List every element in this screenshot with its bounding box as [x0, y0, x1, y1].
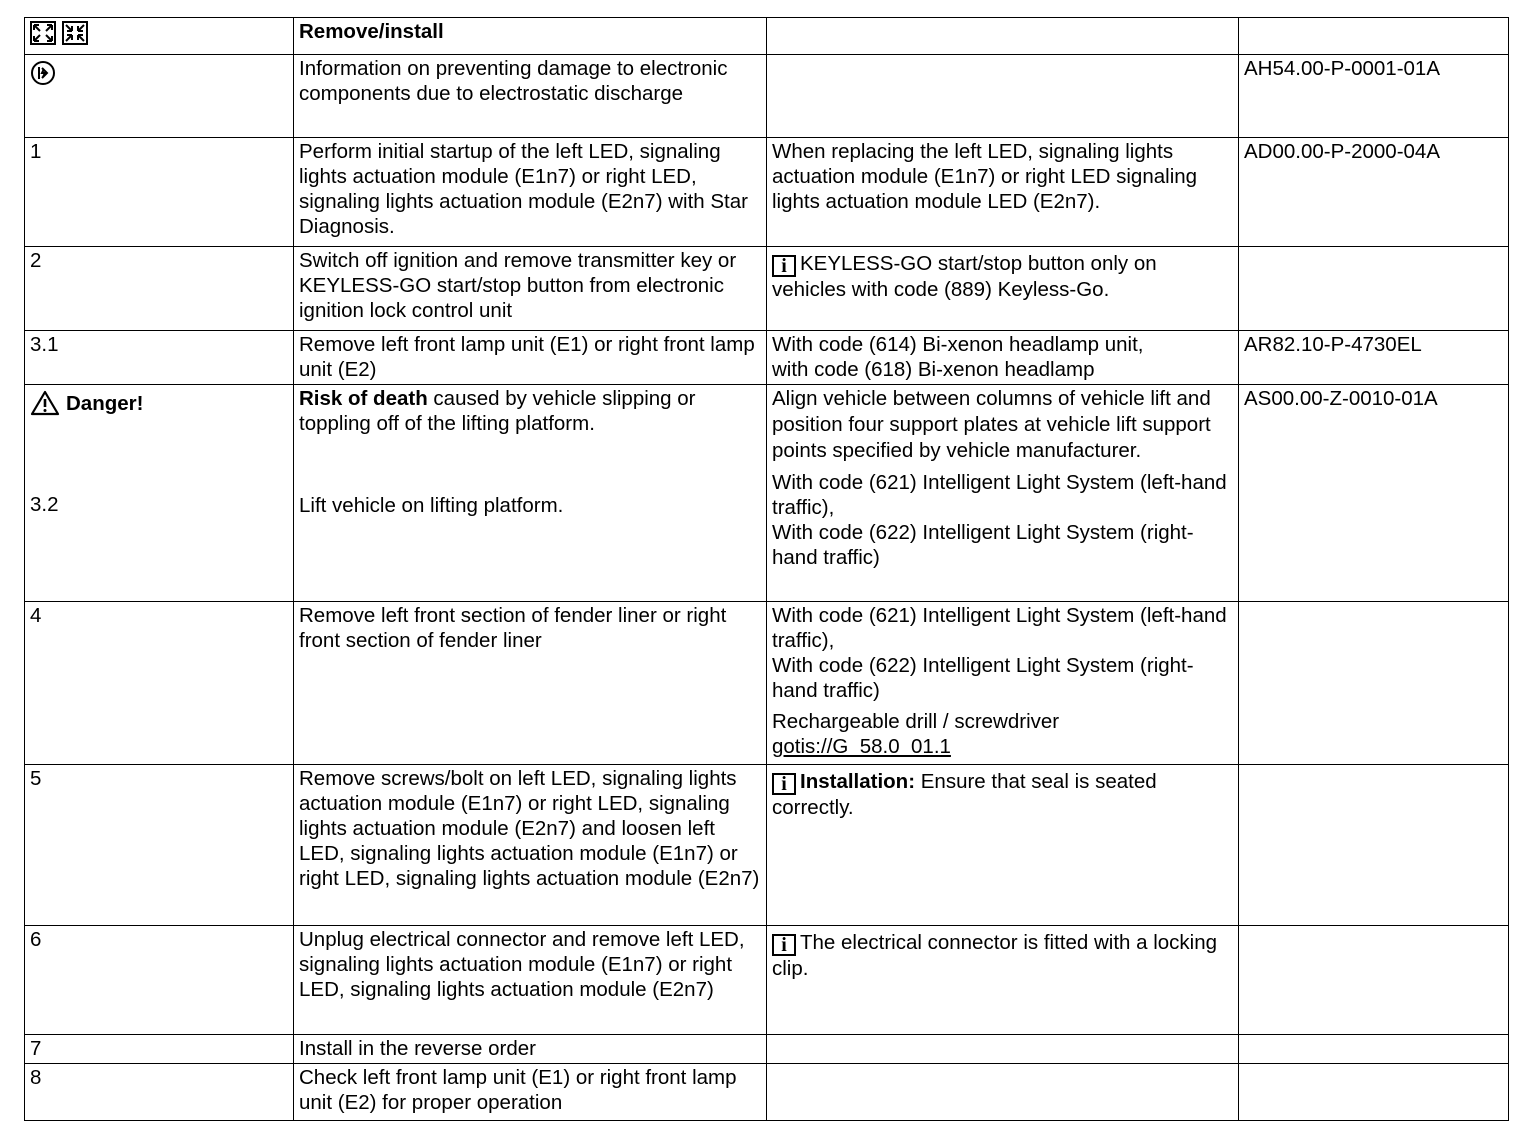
remove-install-expand-icon	[30, 21, 56, 45]
reference-empty	[1239, 926, 1509, 1035]
step-cell	[25, 385, 294, 602]
notes-text: The electrical connector is fitted with a locking clip.	[772, 931, 1218, 980]
reference-empty	[1239, 1035, 1509, 1064]
warning-triangle-icon	[30, 390, 60, 416]
notes-cell	[767, 247, 1239, 331]
action-cell: Perform initial startup of the left LED, signaling lights actuation module (E1n7) or right LED, signaling lights actuation module (E2n7) with Star Diagnosis.	[294, 138, 767, 247]
table-row	[25, 602, 1509, 765]
table-row	[25, 1064, 1509, 1121]
reference-link[interactable]: AS00.00-Z-0010-01A	[1239, 385, 1509, 602]
notes-cell	[767, 1064, 1239, 1121]
header-empty-notes	[767, 18, 1239, 55]
reference-link[interactable]: AH54.00-P-0001-01A	[1239, 55, 1509, 138]
header-icons-cell	[25, 18, 294, 55]
notes-cell	[767, 385, 1239, 602]
action-cell: Remove left front section of fender liner or right front section of fender liner	[294, 602, 767, 765]
action-cell: Remove left front lamp unit (E1) or right front lamp unit (E2)	[294, 331, 767, 385]
action-cell: Install in the reverse order	[294, 1035, 767, 1064]
step-cell: 6	[25, 926, 294, 1035]
step-cell: 2	[25, 247, 294, 331]
notes-line: with code (618) Bi-xenon headlamp	[772, 358, 1095, 381]
remove-install-collapse-icon	[62, 21, 88, 45]
step-cell	[25, 55, 294, 138]
header-row	[25, 18, 1509, 55]
table-row	[25, 385, 1509, 602]
header-empty-ref	[1239, 18, 1509, 55]
reference-link[interactable]: AR82.10-P-4730EL	[1239, 331, 1509, 385]
action-cell: Switch off ignition and remove transmitter key or KEYLESS-GO start/stop button from electronic ignition lock control unit	[294, 247, 767, 331]
notes-cell	[767, 765, 1239, 926]
notes-cell	[767, 55, 1239, 138]
table-row	[25, 55, 1509, 138]
action-cell	[294, 385, 767, 602]
danger-notes: Align vehicle between columns of vehicle lift and position four support plates at vehicle lift support points specified by vehicle manufacturer.	[772, 387, 1211, 462]
notes-cell	[767, 1035, 1239, 1064]
danger-text: Danger!	[66, 391, 144, 415]
tool-text: Rechargeable drill / screwdriver	[772, 710, 1060, 733]
step-cell: 5	[25, 765, 294, 926]
notes-line: With code (621) Intelligent Light System (left-hand traffic),	[772, 471, 1227, 519]
table-row	[25, 331, 1509, 385]
notes-cell	[767, 331, 1239, 385]
header-title: Remove/install	[294, 18, 767, 55]
action-cell: Remove screws/bolt on left LED, signaling lights actuation module (E1n7) or right LED, signaling lights actuation module (E2n7) and loosen left LED, signaling lights actuation module (E1n7) or right LED, signaling lights actuation module (E2n7)	[294, 765, 767, 926]
table-row	[25, 926, 1509, 1035]
reference-empty	[1239, 765, 1509, 926]
table-row	[25, 1035, 1509, 1064]
step-cell: 7	[25, 1035, 294, 1064]
reference-empty	[1239, 602, 1509, 765]
info-icon: i	[772, 934, 796, 956]
danger-label	[30, 390, 143, 416]
notes-cell	[767, 926, 1239, 1035]
notes-text: Ensure that seal is seated correctly.	[772, 770, 1157, 819]
table-row	[25, 765, 1509, 926]
table-row	[25, 247, 1509, 331]
step-number: 3.2	[30, 493, 59, 516]
action-cell: Unplug electrical connector and remove left LED, signaling lights actuation module (E1n7) or right LED, signaling lights actuation module (E2n7)	[294, 926, 767, 1035]
danger-bold: Risk of death	[299, 387, 428, 410]
info-icon: i	[772, 255, 796, 277]
esd-protection-icon	[30, 60, 56, 86]
reference-empty	[1239, 1064, 1509, 1121]
notes-line: With code (622) Intelligent Light System (right-hand traffic)	[772, 521, 1194, 569]
step-cell: 1	[25, 138, 294, 247]
notes-line: With code (614) Bi-xenon headlamp unit,	[772, 333, 1144, 356]
procedure-table	[24, 17, 1509, 1121]
step-cell: 4	[25, 602, 294, 765]
reference-empty	[1239, 247, 1509, 331]
table-row	[25, 138, 1509, 247]
action-text: Lift vehicle on lifting platform.	[299, 494, 564, 517]
danger-description: caused by vehicle slipping or toppling off of the lifting platform.	[299, 387, 696, 435]
reference-link[interactable]: AD00.00-P-2000-04A	[1239, 138, 1509, 247]
notes-cell	[767, 602, 1239, 765]
notes-line: With code (621) Intelligent Light System (left-hand traffic),	[772, 604, 1227, 652]
info-icon: i	[772, 773, 796, 795]
notes-line: With code (622) Intelligent Light System (right-hand traffic)	[772, 654, 1194, 702]
notes-bold: Installation:	[800, 770, 916, 793]
tool-link[interactable]: gotis://G_58.0_01.1	[772, 735, 951, 758]
step-cell: 8	[25, 1064, 294, 1121]
notes-text: KEYLESS-GO start/stop button only on vehicles with code (889) Keyless-Go.	[772, 252, 1157, 301]
action-cell: Information on preventing damage to electronic components due to electrostatic discharge	[294, 55, 767, 138]
notes-cell: When replacing the left LED, signaling lights actuation module (E1n7) or right LED signaling lights actuation module LED (E2n7).	[767, 138, 1239, 247]
action-cell: Check left front lamp unit (E1) or right front lamp unit (E2) for proper operation	[294, 1064, 767, 1121]
step-cell: 3.1	[25, 331, 294, 385]
